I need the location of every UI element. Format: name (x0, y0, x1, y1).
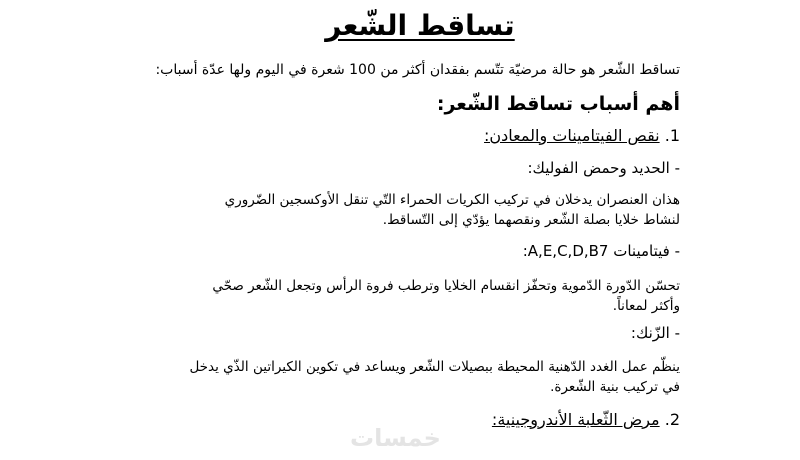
vitamins-label-suffix: : (522, 242, 528, 260)
iron-folic-text-line-1: هذان العنصران يدخلان في تركيب الكريات الحمراء التّي تنقل الأوكسجين الضّروري (224, 192, 680, 208)
iron-folic-heading: - الحديد وحمض الفوليك: (527, 159, 680, 177)
vitamins-text-line-2: وأكثر لمعاناً. (612, 298, 680, 314)
section-1-heading (160, 124, 680, 148)
iron-folic-text-line-2: لنشاط خلايا بصلة الشّعر ونقصهما يؤدّي إلى التّساقط. (382, 212, 680, 228)
section-2-label: مرض الثّعلبة الأندروجينية: (491, 410, 660, 429)
vitamins-heading (160, 240, 680, 262)
section-1-label: نقص الفيتامينات والمعادن: (484, 126, 660, 145)
vitamins-label-latin: A,E,C,D,B7 (527, 242, 609, 260)
zinc-heading: - الزّنك: (630, 324, 680, 342)
intro-paragraph: تساقط الشّعر هو حالة مرضيّة تتّسم بفقدان أكثر من 100 شعرة في اليوم ولها عدّة أسباب: (155, 62, 680, 78)
zinc-text-line-1: ينظّم عمل الغدد الدّهنية المحيطة ببصيلات الشّعر ويساعد في تكوين الكيراتين الذّي يدخل (189, 359, 680, 375)
causes-heading: أهم أسباب تساقط الشّعر: (436, 93, 680, 115)
vitamins-text-line-1: تحسّن الدّورة الدّموية وتحفّز انقسام الخلايا وترطب فروة الرأس وتجعل الشّعر صحّي (212, 278, 680, 294)
document-title: تساقط الشّعر (325, 9, 515, 42)
document-page (155, 0, 680, 460)
section-2-number: 2. (664, 410, 680, 429)
vitamins-label-prefix: - فيتامينات (608, 242, 680, 260)
zinc-text-line-2: في تركيب بنية الشّعرة. (550, 379, 680, 395)
section-1-number: 1. (664, 126, 680, 145)
watermark-logo: خمسات (350, 424, 441, 452)
